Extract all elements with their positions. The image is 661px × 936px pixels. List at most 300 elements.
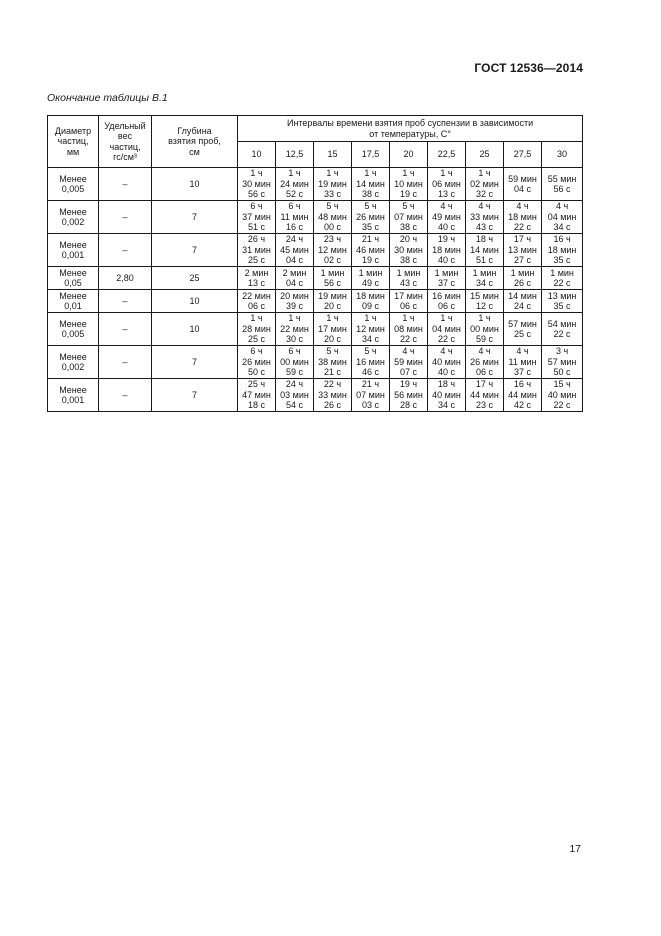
time-cell [428, 290, 466, 313]
diameter-cell [48, 379, 99, 412]
header-depth [152, 116, 238, 168]
header-density [99, 116, 152, 168]
text-line: 20 мин [280, 290, 309, 301]
text-line: 59 мин [394, 356, 423, 367]
text-line: 10 мин [394, 178, 423, 189]
text-line: 1 ч [288, 168, 301, 179]
time-cell [276, 267, 314, 290]
time-cell [314, 346, 352, 379]
text-line: 6 ч [250, 201, 263, 212]
time-cell [504, 168, 542, 201]
text-line: 18 ч [437, 379, 456, 390]
text-line: 1 мин [396, 267, 421, 278]
text-line: 21 ч [361, 379, 380, 390]
text-line: Менее [59, 290, 87, 301]
text-line: 59 с [475, 334, 493, 345]
text-line: 0,005 [61, 329, 85, 339]
density-cell: – [99, 201, 152, 234]
text-line: 18 мин [547, 244, 577, 255]
text-line: 26 мин [470, 356, 499, 367]
text-line: 1 ч [288, 313, 301, 324]
text-line: 19 ч [399, 379, 418, 390]
text-line: 0,005 [61, 184, 85, 194]
time-cell [466, 346, 504, 379]
time-cell [542, 379, 583, 412]
text-line: 1 ч [364, 168, 377, 179]
text-line: взятия проб, [168, 136, 221, 147]
time-cell [314, 168, 352, 201]
time-cell [238, 267, 276, 290]
density-cell: – [99, 234, 152, 267]
text-line: 26 с [513, 278, 531, 288]
text-line: 4 ч [440, 346, 453, 357]
depth-cell: 7 [152, 379, 238, 412]
text-line: 33 мин [318, 389, 347, 400]
text-line: 33 с [323, 189, 341, 200]
text-line: 1 ч [478, 313, 491, 324]
text-line: 5 ч [364, 201, 377, 212]
text-line: 57 мин [547, 356, 577, 367]
time-cell [542, 201, 583, 234]
sedimentation-table [47, 115, 583, 412]
time-cell [542, 234, 583, 267]
temperature-header: 17,5 [352, 142, 390, 168]
temperature-header: 15 [314, 142, 352, 168]
text-line: от температуры, С° [369, 128, 451, 139]
text-line: 4 ч [478, 346, 491, 357]
time-cell [428, 379, 466, 412]
text-line: Менее [59, 318, 87, 329]
time-cell [352, 290, 390, 313]
text-line: 25 с [513, 329, 531, 339]
time-cell [276, 346, 314, 379]
density-cell: – [99, 168, 152, 201]
text-line: 17 ч [475, 379, 494, 390]
text-line: 1 мин [472, 267, 497, 278]
time-cell [390, 201, 428, 234]
time-cell [542, 346, 583, 379]
time-cell [504, 379, 542, 412]
text-line: 55 мин [547, 173, 577, 184]
time-cell [276, 168, 314, 201]
text-line: 14 мин [356, 178, 385, 189]
text-line: 5 ч [364, 346, 377, 357]
text-line: 51 с [475, 255, 493, 266]
time-cell [390, 346, 428, 379]
time-cell [314, 234, 352, 267]
text-line: 40 с [437, 222, 455, 233]
text-line: 02 с [323, 255, 341, 266]
text-line: 22 мин [280, 323, 309, 334]
table-row [48, 313, 583, 346]
diameter-cell [48, 168, 99, 201]
text-line: 23 с [475, 400, 493, 411]
text-line: 4 ч [440, 201, 453, 212]
time-cell [428, 346, 466, 379]
text-line: 26 ч [247, 234, 266, 245]
text-line: 07 мин [394, 211, 423, 222]
temperature-header: 27,5 [504, 142, 542, 168]
text-line: 04 с [285, 278, 303, 288]
text-line: 27 с [513, 255, 531, 266]
text-line: 26 мин [242, 356, 271, 367]
text-line: 50 с [247, 367, 265, 378]
text-line: 40 мин [547, 389, 577, 400]
text-line: 1 мин [358, 267, 383, 278]
text-line: 44 мин [470, 389, 499, 400]
text-line: 1 ч [250, 168, 263, 179]
text-line: 19 с [361, 255, 379, 266]
depth-cell: 7 [152, 346, 238, 379]
text-line: 49 с [361, 278, 379, 288]
text-line: 26 с [323, 400, 341, 411]
text-line: 35 с [553, 301, 571, 311]
text-line: мм [66, 146, 80, 157]
text-line: 33 мин [470, 211, 499, 222]
text-line: 04 мин [432, 323, 461, 334]
time-cell [238, 234, 276, 267]
text-line: 06 с [437, 301, 455, 311]
text-line: Диаметр [54, 125, 92, 136]
time-cell [504, 346, 542, 379]
diameter-cell [48, 290, 99, 313]
text-line: 2 мин [282, 267, 307, 278]
text-line: 06 мин [432, 178, 461, 189]
text-line: 11 мин [508, 356, 537, 367]
text-line: 40 мин [432, 389, 461, 400]
diameter-cell [48, 234, 99, 267]
density-cell: – [99, 346, 152, 379]
density-cell: 2,80 [99, 267, 152, 290]
time-cell [542, 290, 583, 313]
text-line: 37 с [513, 367, 531, 378]
text-line: 30 мин [394, 244, 423, 255]
text-line: 37 мин [242, 211, 271, 222]
text-line: 16 с [285, 222, 303, 233]
time-cell [466, 234, 504, 267]
table-row [48, 201, 583, 234]
time-cell [542, 267, 583, 290]
density-cell: – [99, 379, 152, 412]
time-cell [352, 201, 390, 234]
text-line: 19 мин [318, 178, 347, 189]
text-line: 31 мин [242, 244, 271, 255]
time-cell [542, 313, 583, 346]
text-line: 13 мин [547, 290, 577, 301]
text-line: 04 мин [547, 211, 577, 222]
text-line: Менее [59, 384, 87, 395]
time-cell [352, 168, 390, 201]
text-line: 25 ч [247, 379, 266, 390]
text-line: 0,002 [61, 362, 85, 372]
time-cell [466, 168, 504, 201]
text-line: 09 с [361, 301, 379, 311]
time-cell [314, 379, 352, 412]
diameter-cell [48, 267, 99, 290]
time-cell [352, 234, 390, 267]
text-line: 59 с [285, 367, 303, 378]
time-cell [238, 346, 276, 379]
text-line: 1 мин [434, 267, 459, 278]
time-cell [238, 201, 276, 234]
text-line: 52 с [285, 189, 303, 200]
text-line: Менее [59, 173, 87, 184]
time-cell [276, 234, 314, 267]
time-cell [390, 168, 428, 201]
text-line: 00 с [323, 222, 341, 233]
text-line: 39 с [285, 301, 303, 311]
text-line: 5 ч [402, 201, 415, 212]
temperature-header: 10 [238, 142, 276, 168]
time-cell [352, 346, 390, 379]
text-line: 16 ч [553, 234, 571, 245]
text-line: 08 мин [394, 323, 423, 334]
depth-cell: 10 [152, 168, 238, 201]
time-cell [504, 201, 542, 234]
text-line: 50 с [553, 367, 571, 378]
text-line: 34 с [475, 278, 493, 288]
text-line: 47 мин [242, 389, 271, 400]
text-line: 4 ч [516, 201, 529, 212]
text-line: 07 мин [356, 389, 385, 400]
text-line: 14 мин [470, 244, 499, 255]
table-row [48, 267, 583, 290]
text-line: 12 мин [356, 323, 385, 334]
diameter-cell [48, 313, 99, 346]
time-cell [504, 313, 542, 346]
time-cell [352, 313, 390, 346]
text-line: 40 с [437, 367, 455, 378]
temperature-header: 22,5 [428, 142, 466, 168]
text-line: 40 мин [432, 356, 461, 367]
text-line: 04 с [285, 255, 303, 266]
text-line: 1 мин [320, 267, 345, 278]
text-line: 1 ч [402, 168, 415, 179]
text-line: 28 мин [242, 323, 271, 334]
diameter-cell [48, 201, 99, 234]
text-line: 25 с [247, 334, 265, 345]
text-line: 20 с [323, 334, 341, 345]
time-cell [390, 290, 428, 313]
text-line: 17 ч [513, 234, 532, 245]
text-line: 0,05 [64, 278, 82, 288]
text-line: 11 мин [280, 211, 309, 222]
text-line: 02 мин [470, 178, 499, 189]
text-line: 35 с [361, 222, 379, 233]
temperature-header: 25 [466, 142, 504, 168]
text-line: 38 с [399, 255, 417, 266]
text-line: 14 мин [508, 290, 537, 301]
text-line: 4 ч [402, 346, 415, 357]
time-cell [314, 201, 352, 234]
text-line: 19 мин [318, 290, 347, 301]
text-line: вес [117, 131, 133, 141]
text-line: 13 мин [508, 244, 537, 255]
text-line: 5 ч [326, 201, 339, 212]
time-cell [390, 234, 428, 267]
text-line: 44 мин [508, 389, 537, 400]
text-line: Интервалы времени взятия проб суспензии в зависимости [286, 118, 534, 128]
text-line: Менее [59, 206, 87, 217]
text-line: 56 с [553, 184, 571, 194]
time-cell [314, 290, 352, 313]
text-line: 06 с [475, 367, 493, 378]
text-line: 1 ч [364, 313, 377, 324]
text-line: 54 мин [547, 318, 577, 329]
text-line: 13 с [437, 189, 455, 200]
text-line: 46 мин [356, 244, 385, 255]
text-line: 22 ч [323, 379, 342, 390]
time-cell [238, 290, 276, 313]
text-line: 6 ч [250, 346, 263, 357]
text-line: 20 с [323, 301, 341, 311]
text-line: 19 ч [437, 234, 456, 245]
text-line: 38 с [361, 189, 379, 200]
time-cell [390, 267, 428, 290]
text-line: 3 ч [555, 346, 569, 357]
time-cell [276, 201, 314, 234]
text-line: гс/см³ [113, 152, 137, 162]
text-line: 22 с [513, 222, 531, 233]
time-cell [314, 313, 352, 346]
time-cell [466, 379, 504, 412]
text-line: 38 мин [318, 356, 347, 367]
text-line: 13 с [247, 278, 265, 288]
time-cell [466, 201, 504, 234]
text-line: Менее [59, 267, 87, 278]
text-line: 18 мин [356, 290, 385, 301]
text-line: см [189, 146, 200, 157]
text-line: 1 ч [250, 313, 263, 324]
text-line: 37 с [437, 278, 455, 288]
time-cell [428, 313, 466, 346]
text-line: 32 с [475, 189, 493, 200]
text-line: 46 с [361, 367, 379, 378]
text-line: 16 мин [432, 290, 461, 301]
text-line: 12 с [475, 301, 493, 311]
text-line: частиц, [57, 136, 89, 147]
text-line: 30 с [285, 334, 303, 345]
time-cell [428, 267, 466, 290]
page-number: 17 [569, 843, 581, 855]
text-line: 1 ч [326, 168, 339, 179]
standard-code: ГОСТ 12536—2014 [474, 61, 583, 75]
table-row [48, 346, 583, 379]
text-line: 48 мин [318, 211, 347, 222]
table-row [48, 290, 583, 313]
text-line: 49 мин [432, 211, 461, 222]
text-line: 18 мин [432, 244, 461, 255]
time-cell [276, 379, 314, 412]
text-line: 5 ч [326, 346, 339, 357]
text-line: 1 ч [440, 168, 453, 179]
text-line: 22 с [553, 400, 571, 411]
depth-cell: 25 [152, 267, 238, 290]
temperature-header: 12,5 [276, 142, 314, 168]
time-cell [504, 267, 542, 290]
text-line: 1 ч [440, 313, 453, 324]
table-row [48, 234, 583, 267]
text-line: 6 ч [288, 346, 301, 357]
time-cell [352, 379, 390, 412]
text-line: 22 с [553, 278, 571, 288]
time-cell [352, 267, 390, 290]
text-line: 20 ч [399, 234, 418, 245]
text-line: Менее [59, 239, 87, 250]
time-cell [276, 313, 314, 346]
depth-cell: 10 [152, 313, 238, 346]
time-cell [238, 168, 276, 201]
text-line: 0,01 [64, 301, 82, 311]
text-line: 57 мин [508, 318, 537, 329]
text-line: 22 мин [242, 290, 271, 301]
time-cell [466, 267, 504, 290]
text-line: 12 мин [318, 244, 347, 255]
text-line: 2 мин [244, 267, 269, 278]
text-line: 30 мин [242, 178, 271, 189]
time-cell [314, 267, 352, 290]
text-line: 43 с [399, 278, 417, 288]
text-line: 28 с [399, 400, 417, 411]
time-cell [238, 313, 276, 346]
header-diameter [48, 116, 99, 168]
text-line: 45 мин [280, 244, 309, 255]
time-cell [466, 290, 504, 313]
time-cell [542, 168, 583, 201]
depth-cell: 7 [152, 201, 238, 234]
text-line: 59 мин [508, 173, 537, 184]
text-line: 06 с [399, 301, 417, 311]
time-cell [276, 290, 314, 313]
time-cell [390, 313, 428, 346]
text-line: 18 с [247, 400, 265, 411]
text-line: 24 мин [280, 178, 309, 189]
temperature-header: 20 [390, 142, 428, 168]
table-row [48, 168, 583, 201]
text-line: 17 мин [318, 323, 347, 334]
text-line: 54 с [285, 400, 303, 411]
text-line: 35 с [553, 255, 571, 266]
table-body [48, 168, 583, 412]
text-line: 0,001 [61, 395, 85, 405]
time-cell [390, 379, 428, 412]
time-cell [428, 201, 466, 234]
text-line: 00 мин [470, 323, 499, 334]
text-line: 51 с [247, 222, 265, 233]
text-line: 1 ч [478, 168, 491, 179]
text-line: 24 ч [285, 379, 304, 390]
text-line: 00 мин [280, 356, 309, 367]
text-line: 42 с [513, 400, 531, 411]
text-line: 25 с [247, 255, 265, 266]
text-line: 21 с [323, 367, 341, 378]
text-line: 4 ч [555, 201, 569, 212]
text-line: 18 мин [508, 211, 537, 222]
text-line: 6 ч [288, 201, 301, 212]
text-line: 18 ч [475, 234, 494, 245]
time-cell [428, 234, 466, 267]
text-line: 22 с [553, 329, 571, 339]
text-line: 34 с [361, 334, 379, 345]
text-line: Удельный [104, 120, 146, 131]
text-line: 24 с [513, 301, 531, 311]
text-line: 1 ч [326, 313, 339, 324]
diameter-cell [48, 346, 99, 379]
text-line: 22 с [399, 334, 417, 345]
text-line: 23 ч [323, 234, 342, 245]
text-line: 1 мин [510, 267, 535, 278]
text-line: 06 с [247, 301, 265, 311]
